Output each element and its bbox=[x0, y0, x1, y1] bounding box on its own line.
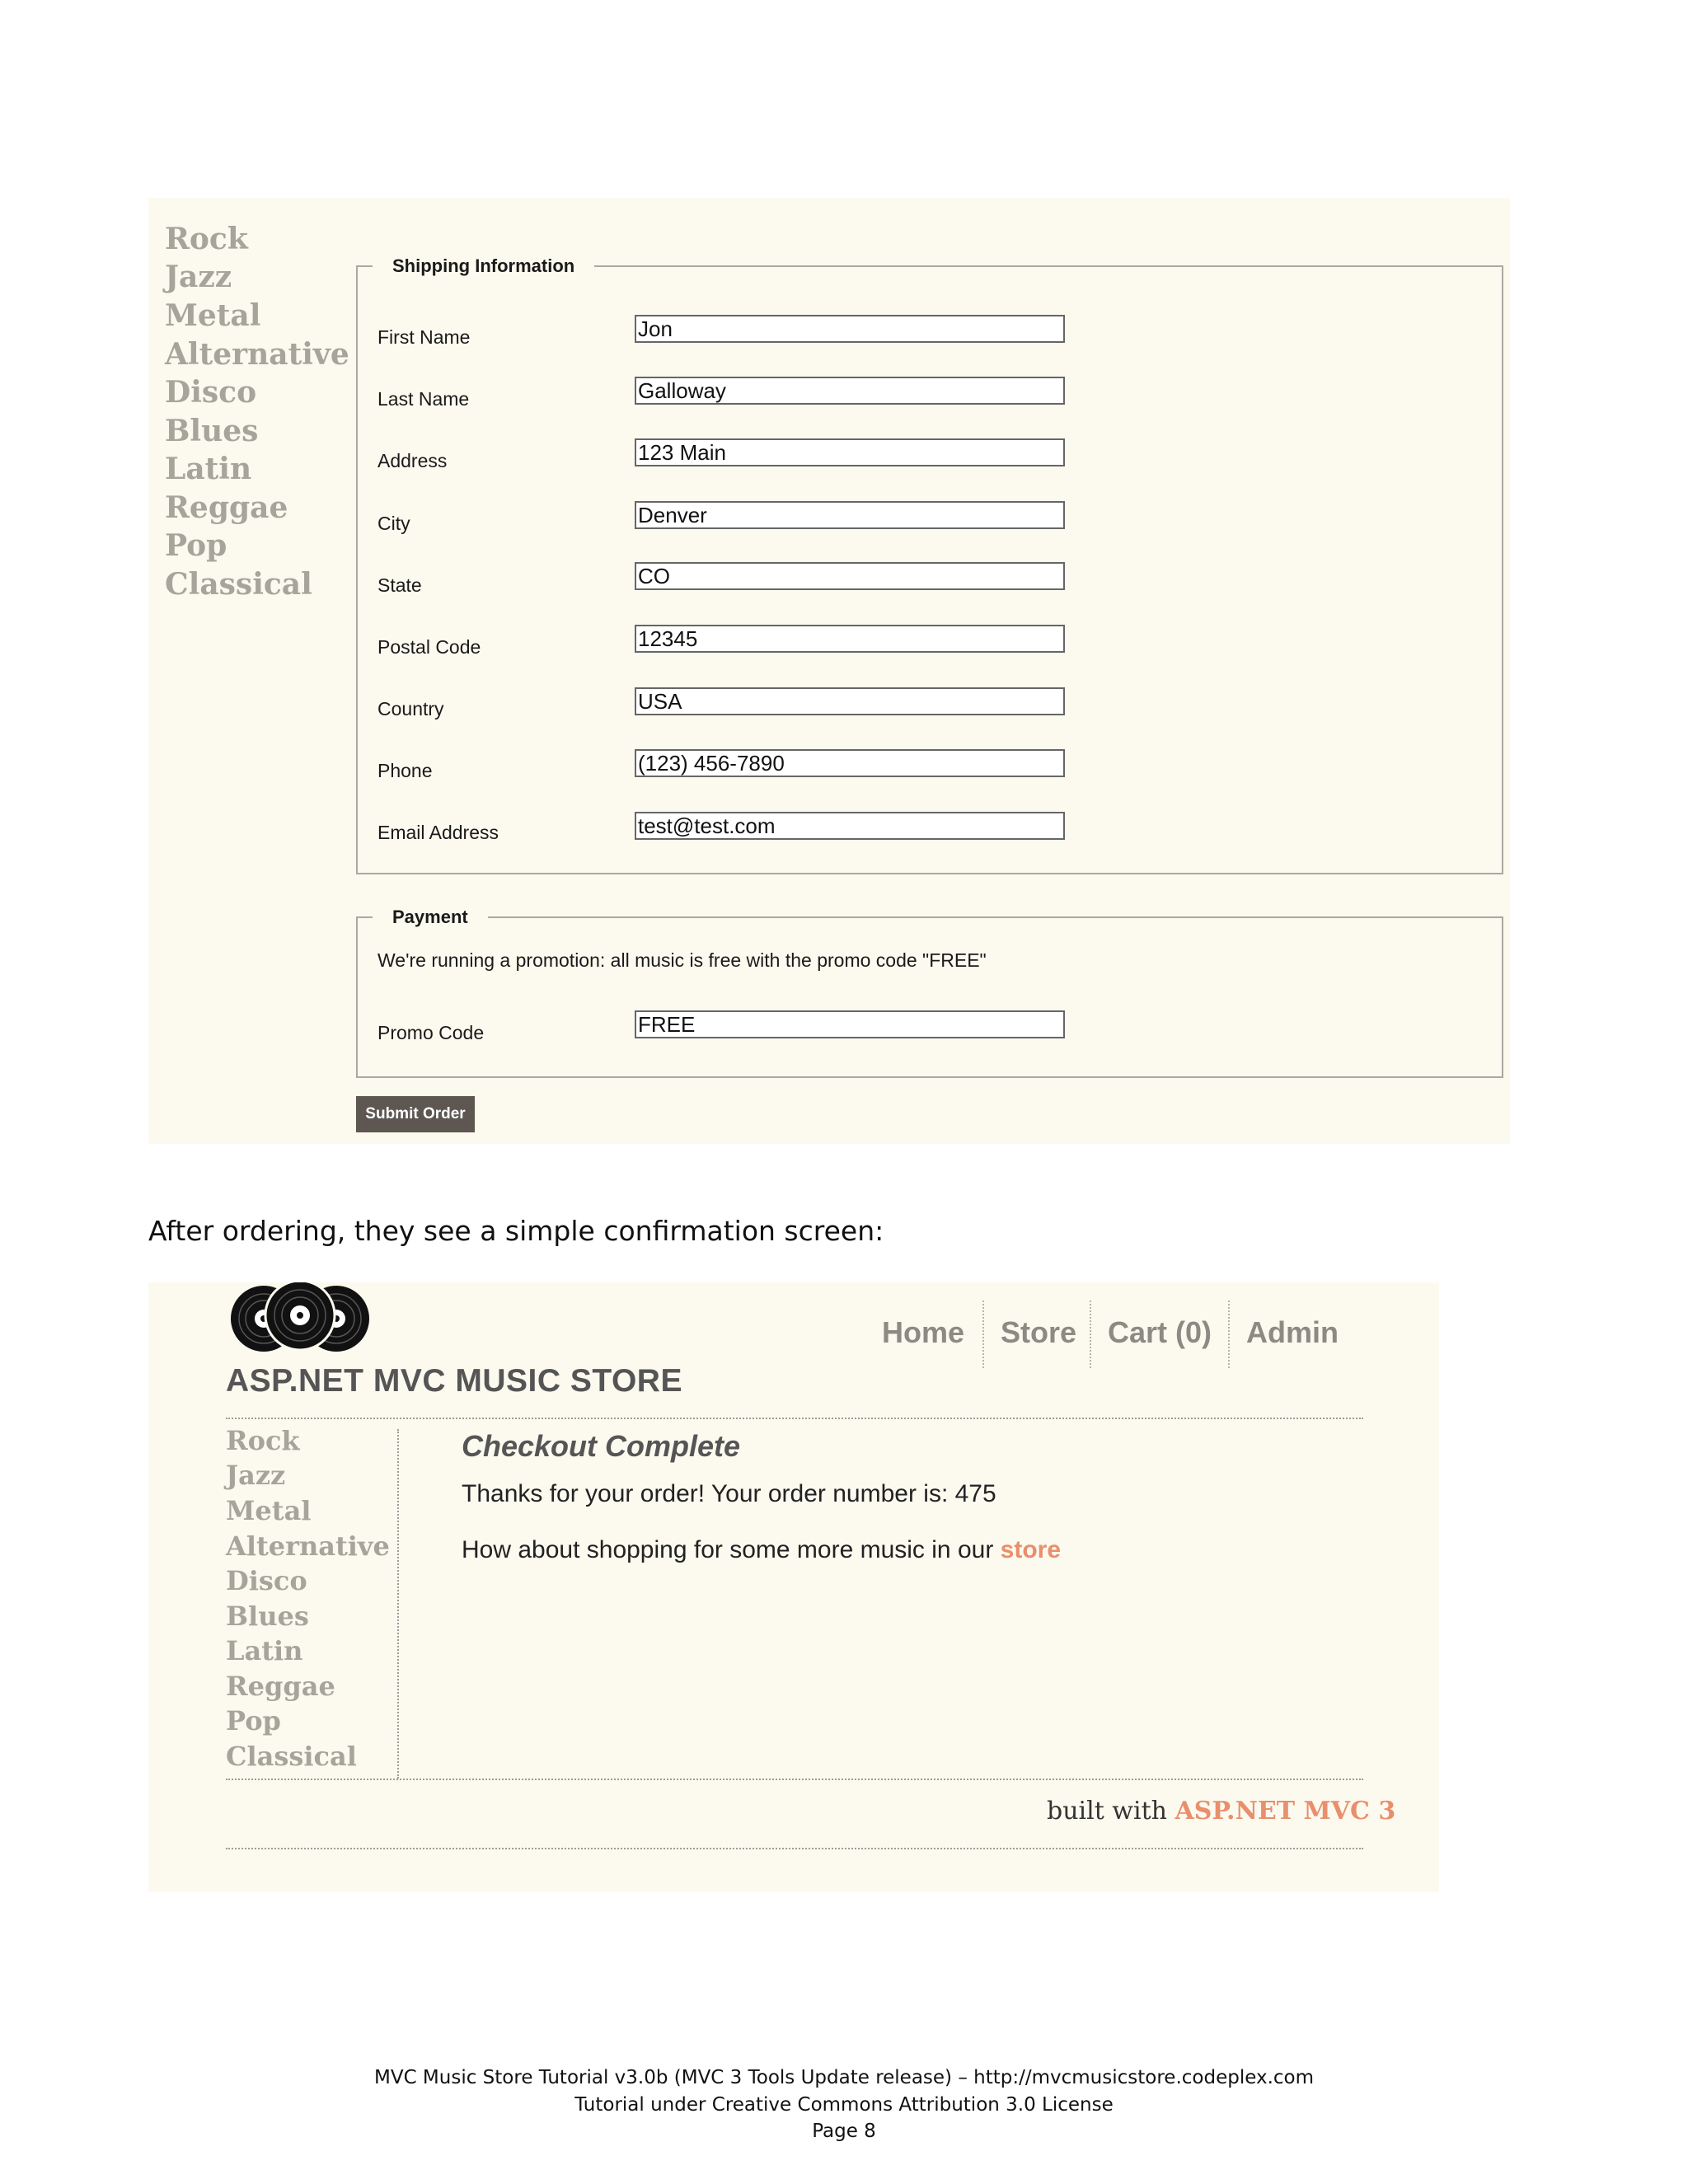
genre-link-classical[interactable]: Classical bbox=[165, 567, 312, 602]
built-with-text: built with bbox=[1047, 1797, 1175, 1825]
genre-link-rock[interactable]: Rock bbox=[226, 1425, 300, 1456]
genre-link-pop[interactable]: Pop bbox=[165, 528, 227, 563]
genre-link-latin[interactable]: Latin bbox=[165, 452, 252, 486]
address-label: Address bbox=[377, 450, 448, 471]
nav-admin[interactable]: Admin bbox=[1246, 1315, 1339, 1349]
first-name-input[interactable]: Jon bbox=[635, 315, 1065, 343]
nav-separator bbox=[982, 1301, 984, 1368]
genre-link-pop[interactable]: Pop bbox=[226, 1705, 281, 1736]
genre-link-alternative[interactable]: Alternative bbox=[226, 1530, 390, 1562]
shipping-fieldset bbox=[356, 255, 1503, 874]
phone-label: Phone bbox=[377, 760, 433, 781]
footer-divider-top bbox=[226, 1779, 1363, 1780]
genre-link-metal[interactable]: Metal bbox=[226, 1495, 312, 1526]
page-footer-line2: Tutorial under Creative Commons Attribution 3.0 License bbox=[574, 2094, 1114, 2116]
nav-separator bbox=[1228, 1301, 1230, 1368]
postal-code-input[interactable]: 12345 bbox=[635, 625, 1065, 653]
genre-link-latin[interactable]: Latin bbox=[226, 1635, 303, 1666]
order-confirmation-text: Thanks for your order! Your order number is: 475 bbox=[462, 1480, 996, 1507]
promo-message: We're running a promotion: all music is free with the promo code "FREE" bbox=[377, 949, 987, 971]
genre-link-disco[interactable]: Disco bbox=[165, 375, 257, 410]
genre-link-reggae[interactable]: Reggae bbox=[226, 1671, 335, 1702]
confirmation-screenshot bbox=[148, 1282, 1439, 1892]
promo-code-label: Promo Code bbox=[377, 1022, 485, 1043]
page-number: Page 8 bbox=[812, 2121, 876, 2142]
built-with-footer bbox=[1047, 1797, 1395, 1825]
last-name-label: Last Name bbox=[377, 388, 470, 410]
state-label: State bbox=[377, 574, 422, 596]
genre-link-jazz[interactable]: Jazz bbox=[165, 260, 232, 294]
store-brand-title[interactable]: ASP.NET MVC MUSIC STORE bbox=[226, 1363, 682, 1399]
shopping-prompt bbox=[462, 1536, 1061, 1564]
genre-link-blues[interactable]: Blues bbox=[165, 414, 259, 448]
address-input[interactable]: 123 Main bbox=[635, 438, 1065, 466]
email-label: Email Address bbox=[377, 822, 499, 843]
page-footer-line1: MVC Music Store Tutorial v3.0b (MVC 3 Tools Update release) – http://mvcmusicstore.codeplex.com bbox=[373, 2067, 1315, 2088]
footer-divider-bottom bbox=[226, 1848, 1363, 1849]
submit-order-button[interactable]: Submit Order bbox=[356, 1096, 475, 1132]
state-input[interactable]: CO bbox=[635, 562, 1065, 590]
nav-store[interactable]: Store bbox=[1001, 1315, 1077, 1349]
email-input[interactable]: test@test.com bbox=[635, 812, 1065, 840]
genre-link-rock[interactable]: Rock bbox=[165, 222, 248, 256]
country-input[interactable]: USA bbox=[635, 687, 1065, 715]
store-link[interactable]: store bbox=[1000, 1536, 1062, 1563]
nav-cart[interactable]: Cart (0) bbox=[1108, 1315, 1212, 1349]
checkout-form-screenshot bbox=[148, 198, 1510, 1144]
first-name-label: First Name bbox=[377, 326, 471, 348]
genre-link-metal[interactable]: Metal bbox=[165, 298, 261, 333]
genre-link-disco[interactable]: Disco bbox=[226, 1565, 307, 1596]
genre-link-reggae[interactable]: Reggae bbox=[165, 490, 288, 525]
city-input[interactable]: Denver bbox=[635, 501, 1065, 529]
genre-link-classical[interactable]: Classical bbox=[226, 1741, 357, 1772]
intro-paragraph: After ordering, they see a simple confirmation screen: bbox=[148, 1215, 884, 1247]
vinyl-records-logo-icon[interactable] bbox=[227, 1282, 373, 1355]
header-divider bbox=[226, 1418, 1363, 1419]
payment-legend: Payment bbox=[373, 908, 488, 926]
last-name-input[interactable]: Galloway bbox=[635, 377, 1065, 405]
genre-link-jazz[interactable]: Jazz bbox=[226, 1460, 286, 1491]
payment-fieldset bbox=[356, 907, 1503, 1078]
sidebar-divider bbox=[397, 1429, 399, 1779]
city-label: City bbox=[377, 513, 410, 534]
genre-link-blues[interactable]: Blues bbox=[226, 1601, 309, 1632]
promo-code-input[interactable]: FREE bbox=[635, 1010, 1065, 1038]
genre-link-alternative[interactable]: Alternative bbox=[165, 337, 349, 372]
aspnet-mvc-link[interactable]: ASP.NET MVC 3 bbox=[1175, 1797, 1396, 1825]
shipping-legend: Shipping Information bbox=[373, 257, 594, 275]
shopping-prompt-text: How about shopping for some more music in our bbox=[462, 1536, 1001, 1563]
postal-code-label: Postal Code bbox=[377, 636, 481, 658]
nav-home[interactable]: Home bbox=[882, 1315, 965, 1349]
phone-input[interactable]: (123) 456-7890 bbox=[635, 749, 1065, 777]
nav-separator bbox=[1090, 1301, 1091, 1368]
country-label: Country bbox=[377, 698, 444, 719]
page-title: Checkout Complete bbox=[462, 1429, 741, 1463]
